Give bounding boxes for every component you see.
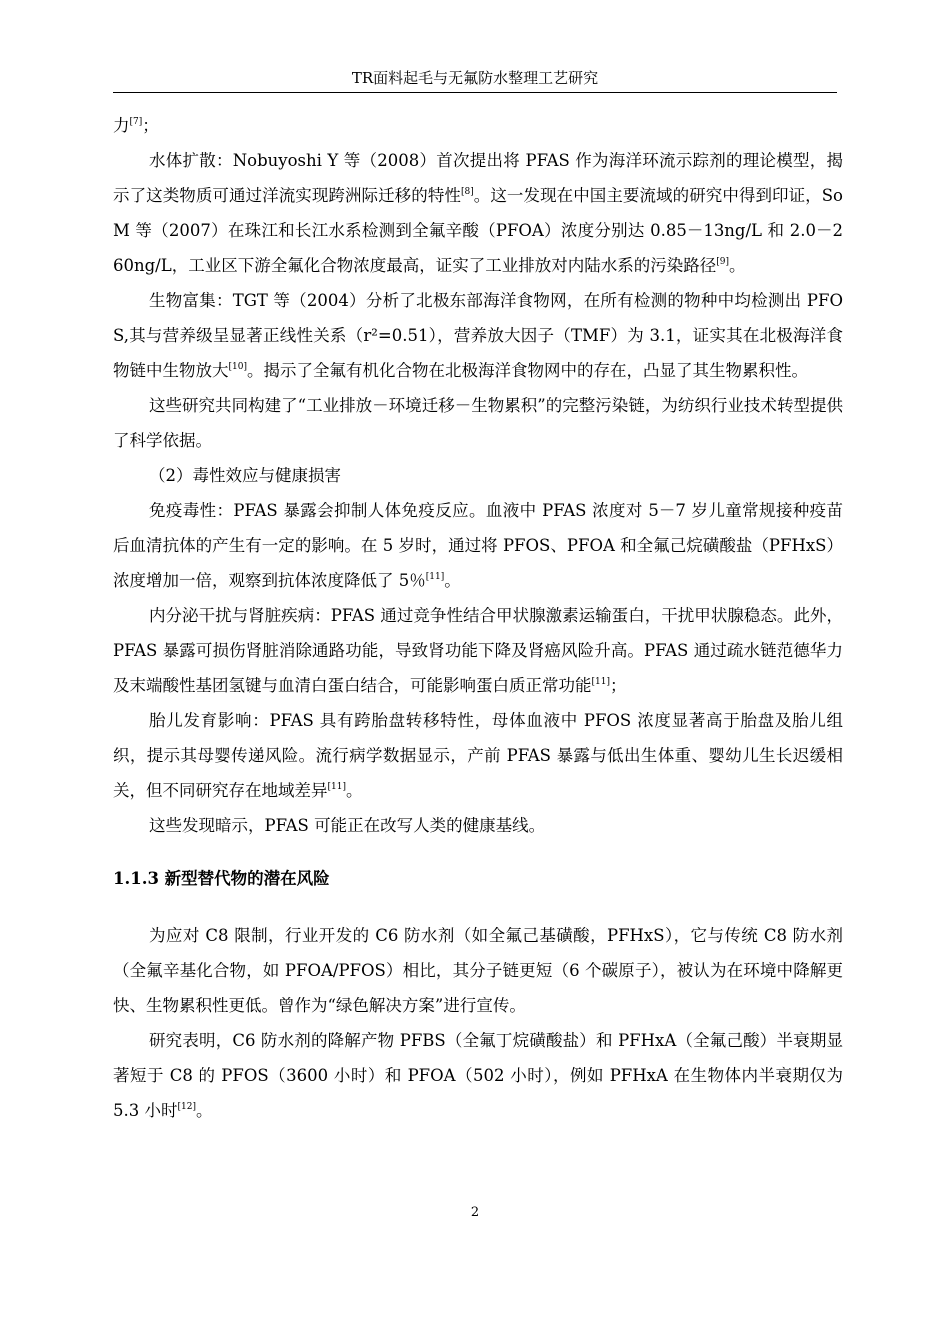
subsection-label: （2）毒性效应与健康损害 [149,466,341,485]
citation-ref: [8] [460,187,474,197]
body-text [113,108,843,1128]
paragraph-fetal: 胎儿发育影响：PFAS 具有跨胎盘转移特性，母体血液中 PFOS 浓度显著高于胎盘及胎儿组织，提示其母婴传递风险。流行病学数据显示，产前 PFAS 暴露与低出生体重、婴幼儿生长迟缓相关，但不同研究存在地域差异[11]。 [113,711,843,800]
paragraph-water-diffusion: 水体扩散：Nobuyoshi Y 等（2008）首次提出将 PFAS 作为海洋环流示踪剂的理论模型，揭示了这类物质可通过洋流实现跨洲际迁移的特性[8]。这一发现在中国主要流域的研究中得到印证，So M 等（2007）在珠江和长江水系检测到全氟辛酸（PFOA）浓度分别达 0.85－13ng/L 和 2.0－260ng/L，工业区下游全氟化合物浓度最高，证实了工业排放对内陆水系的污染路径[9]。 [113,151,843,275]
citation-ref: [11] [425,572,445,582]
citation-ref: [10] [228,362,247,372]
paragraph-continuation: 力[7]； [113,116,159,135]
citation-ref: [12] [177,1102,196,1112]
citation-ref: [11] [327,782,346,792]
citation-ref: [11] [591,677,610,687]
running-header: TR面料起毛与无氟防水整理工艺研究 [351,69,599,87]
paragraph-half-life: 研究表明，C6 防水剂的降解产物 PFBS（全氟丁烷磺酸盐）和 PFHxA（全氟己酸）半衰期显著短于 C8 的 PFOS（3600 小时）和 PFOA（502 小时），例如 PFHxA 在生物体内半衰期仅为 5.3 小时[12]。 [113,1031,843,1120]
page-number: 2 [470,1205,480,1220]
paragraph-bioaccumulation: 生物富集：TGT 等（2004）分析了北极东部海洋食物网，在所有检测的物种中均检测出 PFOS,其与营养级呈显著正线性关系（r²=0.51），营养放大因子（TMF）为 3.1，证实其在北极海洋食物链中生物放大[10]。揭示了全氟有机化合物在北极海洋食物网中的存在，凸显了其生物累积性。 [113,291,843,380]
header-rule [113,92,837,93]
paragraph-health-baseline: 这些发现暗示，PFAS 可能正在改写人类的健康基线。 [149,816,546,835]
citation-ref: [7] [129,117,143,127]
paragraph-c6-alternatives: 为应对 C8 限制，行业开发的 C6 防水剂（如全氟己基磺酸，PFHxS），它与传统 C8 防水剂（全氟辛基化合物，如 PFOA/PFOS）相比，其分子链更短（6 个碳原子），被认为在环境中降解更快、生物累积性更低。曾作为“绿色解决方案”进行宣传。 [113,926,843,1015]
paragraph-immunotoxicity: 免疫毒性：PFAS 暴露会抑制人体免疫反应。血液中 PFAS 浓度对 5－7 岁儿童常规接种疫苗后血清抗体的产生有一定的影响。在 5 岁时，通过将 PFOS、PFOA 和全氟己烷磺酸盐（PFHxS）浓度增加一倍，观察到抗体浓度降低了 5％[11]。 [113,501,843,590]
paragraph-endocrine: 内分泌干扰与肾脏疾病：PFAS 通过竞争性结合甲状腺激素运输蛋白，干扰甲状腺稳态。此外，PFAS 暴露可损伤肾脏消除通路功能，导致肾功能下降及肾癌风险升高。PFAS 通过疏水链范德华力及末端酸性基团氢键与血清白蛋白结合，可能影响蛋白质正常功能[11]； [113,606,843,695]
section-heading: 1.1.3 新型替代物的潜在风险 [113,869,330,888]
citation-ref: [9] [716,257,729,267]
paragraph-pollution-chain: 这些研究共同构建了“工业排放－环境迁移－生物累积”的完整污染链，为纺织行业技术转型提供了科学依据。 [113,396,843,450]
